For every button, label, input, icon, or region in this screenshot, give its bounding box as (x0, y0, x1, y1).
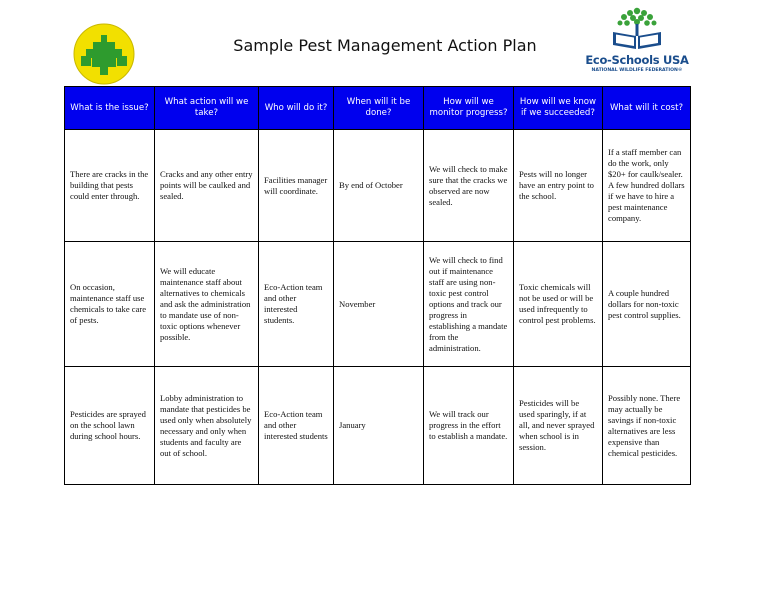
header-issue: What is the issue? (65, 87, 155, 130)
table-row (65, 130, 691, 242)
cell-issue: On occasion, maintenance staff use chemicals to take care of pests. (65, 242, 155, 367)
cell-success: Toxic chemicals will not be used or will be used infrequently to control pest problems. (514, 242, 603, 367)
header-monitor: How will we monitor progress? (424, 87, 514, 130)
cell-cost: If a staff member can do the work, only $20+ for caulk/sealer. A few hundred dollars if we have to hire a pest maintenance company. (603, 130, 691, 242)
eco-schools-subtitle: NATIONAL WILDLIFE FEDERATION® (591, 68, 683, 73)
school-logo (73, 23, 135, 85)
header-cost: What will it cost? (603, 87, 691, 130)
table-header-row (65, 87, 691, 130)
table-row (65, 367, 691, 485)
cell-who: Facilities manager will coordinate. (259, 130, 334, 242)
cell-success: Pesticides will be used sparingly, if at all, and never sprayed when school is in session. (514, 367, 603, 485)
cell-action: We will educate maintenance staff about alternatives to chemicals and ask the administration to mandate use of non-toxic options whenever possible. (155, 242, 259, 367)
cell-who: Eco-Action team and other interested students (259, 367, 334, 485)
cell-cost: A couple hundred dollars for non-toxic pest control supplies. (603, 242, 691, 367)
eco-schools-logo (585, 6, 689, 82)
cell-monitor: We will check to find out if maintenance staff are using non-toxic pest control options and track our progress in establishing a mandate from the administration. (424, 242, 514, 367)
tree-book-icon (607, 6, 667, 52)
action-plan-table (64, 86, 691, 485)
tree-badge-icon (73, 23, 135, 85)
cell-cost: Possibly none. There may actually be savings if non-toxic alternatives are less expensive than chemical pesticides. (603, 367, 691, 485)
cell-when: January (334, 367, 424, 485)
cell-action: Cracks and any other entry points will be caulked and sealed. (155, 130, 259, 242)
cell-who: Eco-Action team and other interested students. (259, 242, 334, 367)
cell-monitor: We will track our progress in the effort to establish a mandate. (424, 367, 514, 485)
table-row (65, 242, 691, 367)
cell-issue: There are cracks in the building that pests could enter through. (65, 130, 155, 242)
cell-success: Pests will no longer have an entry point to the school. (514, 130, 603, 242)
cell-monitor: We will check to make sure that the cracks we observed are now sealed. (424, 130, 514, 242)
header-action: What action will we take? (155, 87, 259, 130)
cell-issue: Pesticides are sprayed on the school lawn during school hours. (65, 367, 155, 485)
page-title: Sample Pest Management Action Plan (233, 36, 537, 55)
cell-when: November (334, 242, 424, 367)
cell-when: By end of October (334, 130, 424, 242)
cell-action: Lobby administration to mandate that pesticides be used only when absolutely necessary and only when students and faculty are out of school. (155, 367, 259, 485)
header-success: How will we know if we succeeded? (514, 87, 603, 130)
eco-schools-name: Eco-Schools USA (585, 53, 689, 67)
header-who: Who will do it? (259, 87, 334, 130)
header-when: When will it be done? (334, 87, 424, 130)
